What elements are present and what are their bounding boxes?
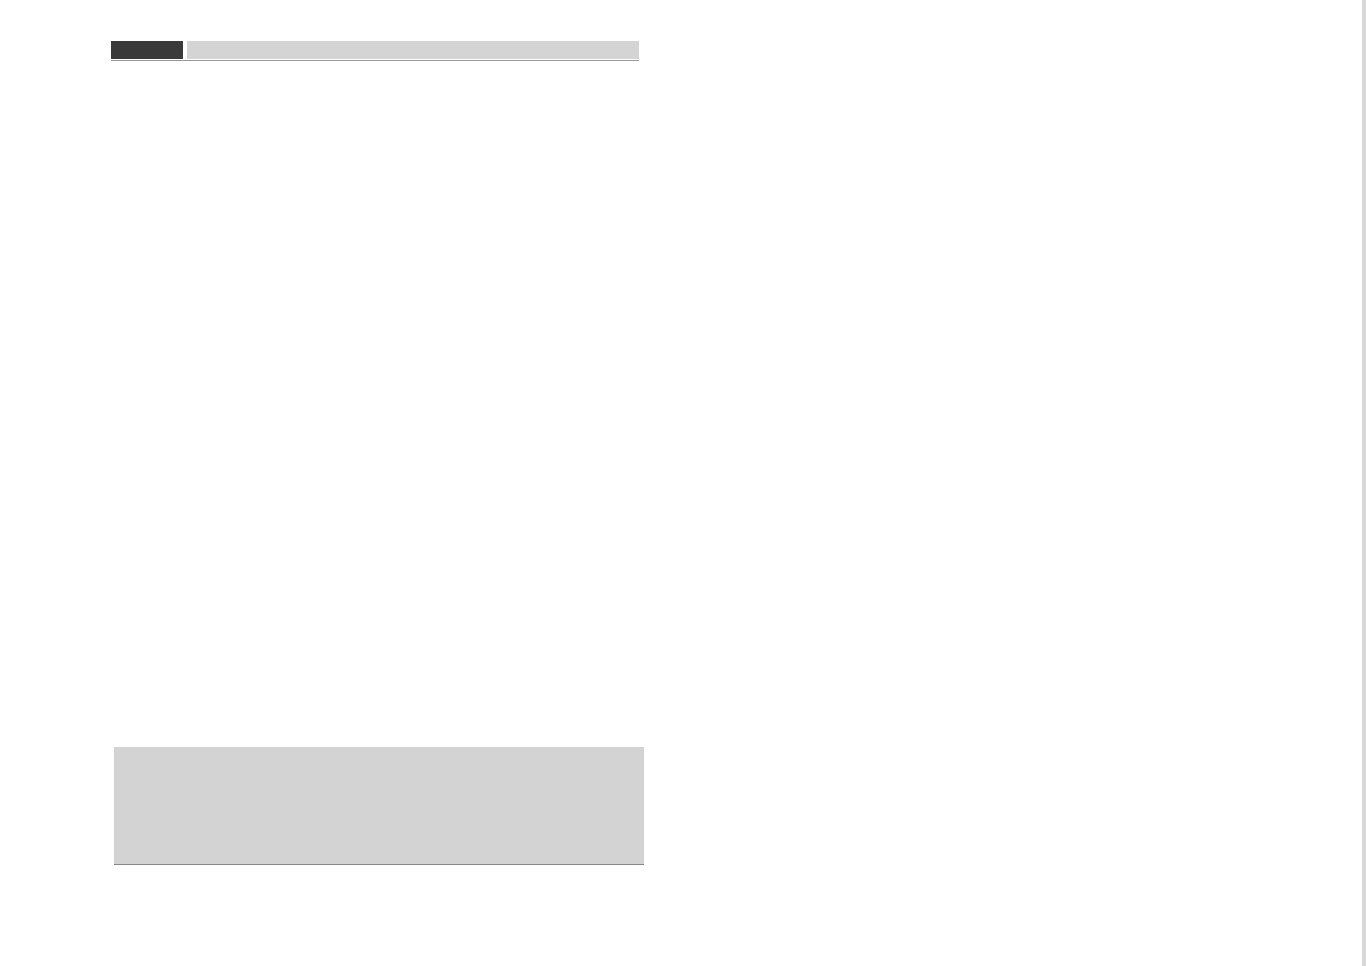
spiral-binding — [676, 0, 720, 966]
header-divider — [111, 60, 639, 61]
header-title — [187, 41, 639, 59]
left-page — [0, 0, 676, 966]
page-edge — [1362, 0, 1366, 966]
header-badge — [111, 41, 183, 59]
right-page-blank — [720, 0, 1366, 966]
credits-box — [114, 747, 644, 865]
running-header — [111, 41, 639, 59]
